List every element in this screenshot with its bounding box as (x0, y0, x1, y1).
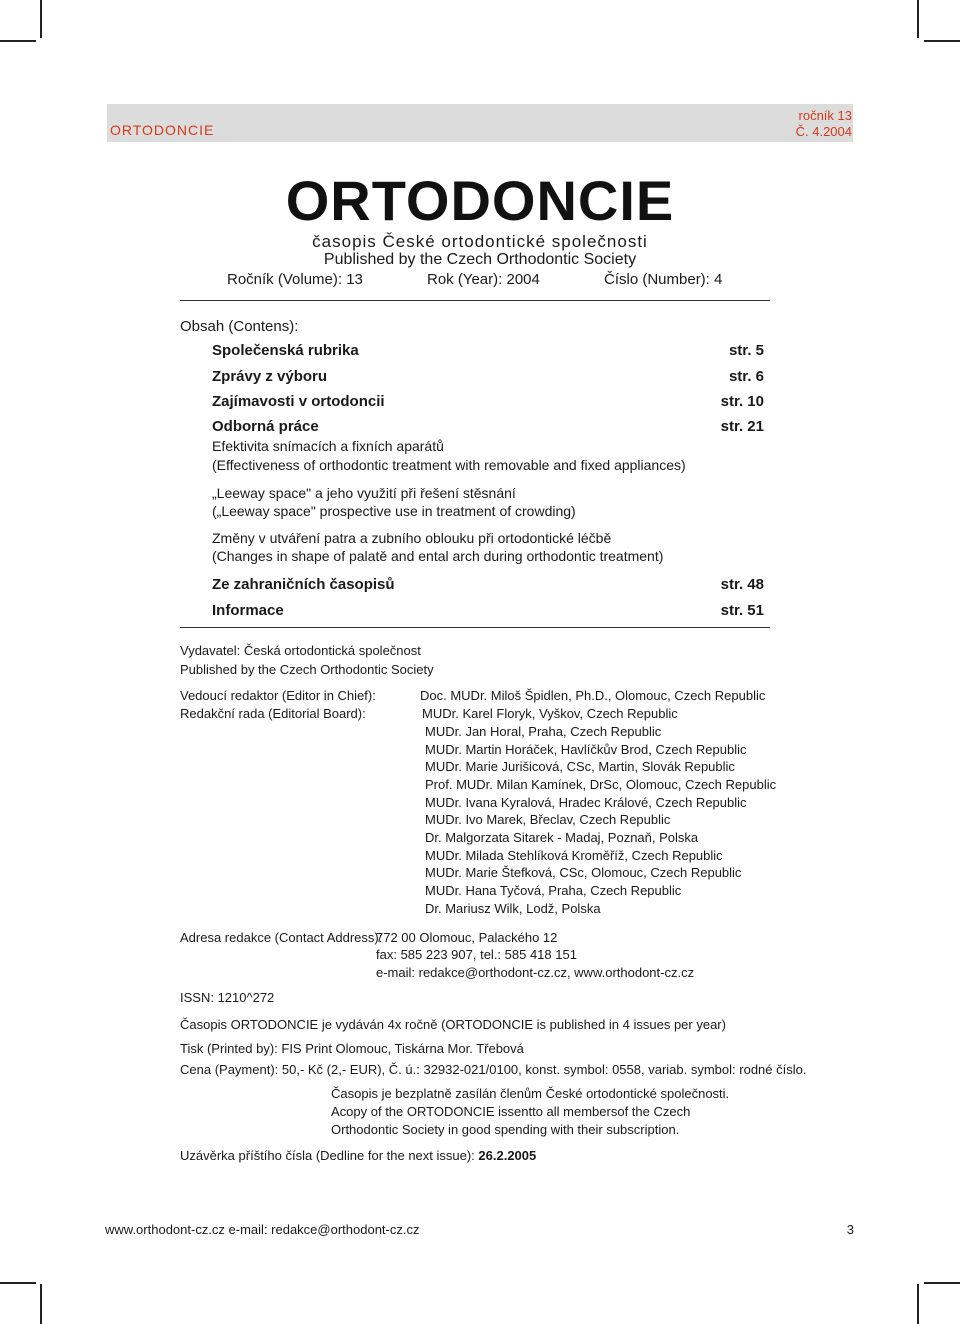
divider (180, 300, 770, 301)
header-journal: ORTODONCIE (110, 122, 215, 138)
crop-mark (924, 40, 960, 42)
board-member: Dr. Malgorzata Sitarek - Madaj, Poznaň, Polska (425, 830, 699, 845)
toc-section-title: Zprávy z výboru (212, 368, 328, 385)
footer-contact: www.orthodont-cz.cz e-mail: redakce@orthodont-cz.cz (105, 1222, 420, 1237)
toc-section-title: Společenská rubrika (212, 342, 359, 359)
toc-section-page: str. 48 (720, 576, 764, 593)
article-title-en: („Leeway space" prospective use in treatment of crowding) (212, 503, 576, 519)
board-label: Redakční rada (Editorial Board): (180, 706, 366, 721)
board-member: MUDr. Ivo Marek, Břeclav, Czech Republic (425, 812, 671, 827)
deadline-label: Uzávěrka příštího čísla (Dedline for the next issue): (180, 1148, 479, 1163)
toc-section-page: str. 5 (728, 342, 764, 359)
address-label: Adresa redakce (Contact Address): (180, 930, 383, 945)
deadline-date: 26.2.2005 (478, 1148, 537, 1163)
article-title: „Leeway space" a jeho využití při řešení stěsnání (212, 485, 516, 501)
toc-section-title: Zajímavosti v ortodoncii (212, 393, 385, 410)
board-member: Doc. MUDr. Miloš Špidlen, Ph.D., Olomouc, Czech Republic (420, 688, 766, 703)
note-line: Orthodontic Society in good spending with their subscription. (331, 1122, 680, 1137)
board-member: MUDr. Karel Floryk, Vyškov, Czech Republic (422, 706, 678, 721)
board-member: Dr. Mariusz Wilk, Lodž, Polska (425, 901, 601, 916)
header-band (107, 104, 853, 142)
board-member: MUDr. Milada Stehlíková Kroměříž, Czech Republic (425, 848, 723, 863)
toc-section-title: Ze zahraničních časopisů (212, 576, 395, 593)
toc-section-page: str. 51 (720, 602, 764, 619)
number-label: Číslo (Number): 4 (604, 271, 723, 288)
subtitle-cz: časopis České ortodontické společnosti (312, 232, 648, 251)
issn: ISSN: 1210^272 (180, 990, 275, 1005)
page-number: 3 (846, 1222, 854, 1237)
toc-section-title: Odborná práce (212, 418, 319, 435)
crop-mark (40, 0, 42, 38)
header-volume: ročník 13 (798, 108, 852, 123)
price-text: Cena (Payment): 50,- Kč (2,- EUR), Č. ú.: 32932-021/0100, konst. symbol: 0558, variab. symbol: rodné číslo. (180, 1062, 807, 1077)
frequency-text: Časopis ORTODONCIE je vydáván 4x ročně (ORTODONCIE is published in 4 issues per year) (180, 1017, 726, 1032)
toc-section-page: str. 6 (728, 368, 764, 385)
publisher-en: Published by the Czech Orthodontic Society (180, 662, 434, 677)
board-member: MUDr. Marie Jurišicová, CSc, Martin, Slovák Republic (425, 759, 735, 774)
header-issue: Č. 4.2004 (795, 124, 852, 139)
printed-by-text: Tisk (Printed by): FIS Print Olomouc, Tiskárna Mor. Třebová (180, 1041, 524, 1056)
page-title: ORTODONCIE (285, 169, 675, 232)
contents-heading: Obsah (Contens): (180, 318, 299, 335)
board-member: Prof. MUDr. Milan Kamínek, DrSc, Olomouc, Czech Republic (425, 777, 777, 792)
article-title: Efektivita snímacích a fixních aparátů (212, 438, 444, 454)
crop-mark (40, 1284, 42, 1324)
crop-mark (924, 1282, 960, 1284)
note-line: Acopy of the ORTODONCIE issentto all membersof the Czech (331, 1104, 691, 1119)
toc-section-title: Informace (212, 602, 284, 619)
deadline-text (180, 1148, 536, 1163)
crop-mark (0, 1282, 36, 1284)
toc-section-page: str. 10 (720, 393, 764, 410)
board-member: MUDr. Jan Horal, Praha, Czech Republic (425, 724, 662, 739)
board-member: MUDr. Marie Štefková, CSc, Olomouc, Czech Republic (425, 865, 742, 880)
article-title: Změny v utváření patra a zubního oblouku při ortodontické léčbě (212, 530, 612, 546)
board-member: MUDr. Hana Tyčová, Praha, Czech Republic (425, 883, 682, 898)
editor-label: Vedoucí redaktor (Editor in Chief): (180, 688, 376, 703)
board-member: MUDr. Ivana Kyralová, Hradec Králové, Czech Republic (425, 795, 747, 810)
publisher-cz: Vydavatel: Česká ortodontická společnost (180, 643, 421, 658)
volume-label: Ročník (Volume): 13 (227, 271, 363, 288)
article-title-en: (Effectiveness of orthodontic treatment with removable and fixed appliances) (212, 457, 686, 473)
crop-mark (917, 1284, 919, 1324)
subtitle-en: Published by the Czech Orthodontic Society (323, 251, 637, 268)
crop-mark (917, 0, 919, 38)
address-email-web: e-mail: redakce@orthodont-cz.cz, www.orthodont-cz.cz (376, 965, 695, 980)
address-line: 772 00 Olomouc, Palackého 12 (376, 930, 558, 945)
crop-mark (0, 40, 36, 42)
address-fax-tel: fax: 585 223 907, tel.: 585 418 151 (376, 947, 577, 962)
board-member: MUDr. Martin Horáček, Havlíčkův Brod, Czech Republic (425, 742, 747, 757)
article-title-en: (Changes in shape of palatě and ental arch during orthodontic treatment) (212, 548, 664, 564)
year-label: Rok (Year): 2004 (427, 271, 540, 288)
toc-section-page: str. 21 (720, 418, 764, 435)
divider (180, 627, 770, 628)
note-line: Časopis je bezplatně zasílán členům České ortodontické společnosti. (331, 1086, 730, 1101)
